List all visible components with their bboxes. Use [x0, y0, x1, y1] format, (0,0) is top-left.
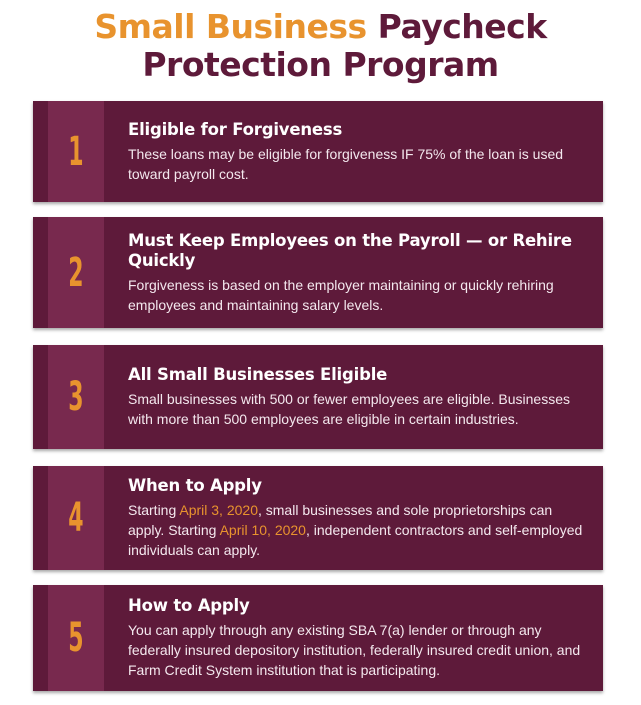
number-column [48, 217, 104, 328]
card-content [128, 345, 591, 449]
info-card-1 [33, 101, 603, 202]
body-text: Starting [128, 502, 180, 518]
card-heading: All Small Businesses Eligible [128, 365, 388, 384]
card-body [128, 500, 591, 560]
info-card-5 [33, 585, 603, 691]
number-column [48, 345, 104, 449]
card-heading: Eligible for Forgiveness [128, 119, 343, 139]
card-body: These loans may be eligible for forgiveness IF 75% of the loan is used toward payroll cost. [128, 145, 564, 182]
item-number: 2 [68, 249, 84, 296]
title-main-text: Paycheck [377, 7, 547, 46]
card-content [128, 585, 591, 691]
info-card-3 [33, 345, 603, 449]
card-body: Forgiveness is based on the employer maintaining or quickly rehiring employees and maintaining salary levels. [128, 276, 554, 313]
card-body: Small businesses with 500 or fewer employees are eligible. Businesses with more than 500 employees are eligible in certain industries. [128, 391, 570, 427]
number-column [48, 101, 104, 202]
title-accent-text: Small Business [94, 7, 367, 46]
body-text: , small businesses and sole proprietorships can apply. Starting [128, 502, 553, 538]
card-body: You can apply through any existing SBA 7(a) lender or through any federally insured depository institution, federally insured credit union, and Farm Credit System institution that is participating. [128, 622, 581, 678]
card-heading: How to Apply [128, 596, 250, 615]
title-line-1 [0, 8, 641, 46]
card-content [128, 466, 591, 570]
card-content [128, 217, 591, 328]
item-number: 5 [68, 615, 84, 661]
title-line-2: Protection Program [142, 45, 499, 84]
card-heading: When to Apply [128, 476, 262, 495]
info-card-4 [33, 466, 603, 570]
item-number: 1 [68, 128, 84, 175]
highlight-date: April 10, 2020 [219, 522, 306, 538]
highlight-date: April 3, 2020 [179, 502, 258, 518]
card-content [128, 101, 591, 202]
number-column [48, 585, 104, 691]
item-number: 3 [68, 374, 84, 420]
card-heading: Must Keep Employees on the Payroll — or Rehire Quickly [128, 230, 572, 270]
info-card-2 [33, 217, 603, 328]
item-number: 4 [68, 495, 84, 541]
page-title [0, 8, 641, 84]
number-column [48, 466, 104, 570]
body-text: , independent contractors and self-employed individuals can apply. [128, 522, 583, 558]
